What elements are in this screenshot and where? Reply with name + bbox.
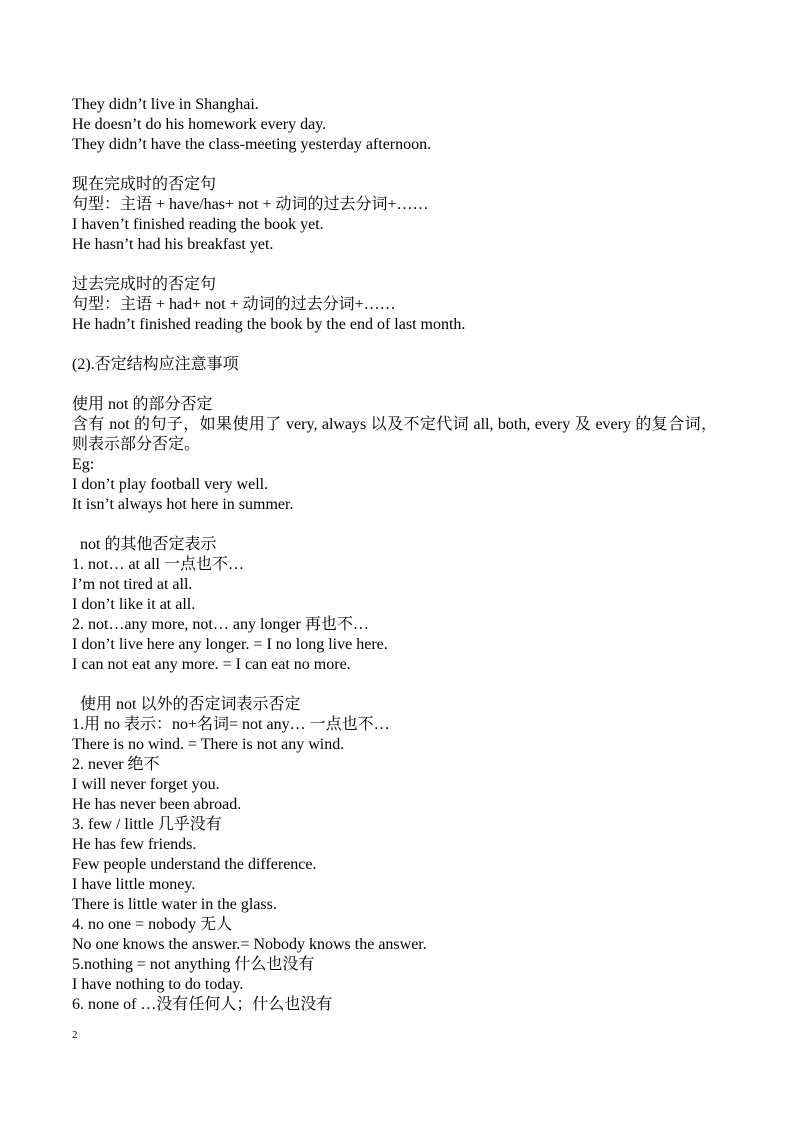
text-line: 2. not…any more, not… any longer 再也不… <box>72 616 369 633</box>
text-line: I don’t live here any longer. = I no long live here. <box>72 636 388 653</box>
text-line: 6. none of …没有任何人；什么也没有 <box>72 996 333 1013</box>
text-line: 2. never 绝不 <box>72 756 160 773</box>
document-body <box>72 95 722 1015</box>
blank-line <box>72 675 722 695</box>
text-line: He doesn’t do his homework every day. <box>72 116 327 133</box>
section-heading: 过去完成时的否定句 <box>72 276 217 293</box>
text-line: I’m not tired at all. <box>72 576 193 593</box>
sentence-pattern: 句型：主语 + had+ not + 动词的过去分词+…… <box>72 296 396 313</box>
text-line: They didn’t have the class-meeting yesterday afternoon. <box>72 136 432 153</box>
text-line: I have little money. <box>72 876 196 893</box>
section-heading: 使用 not 的部分否定 <box>72 396 213 413</box>
sentence-pattern: 句型：主语 + have/has+ not + 动词的过去分词+…… <box>72 196 429 213</box>
blank-line <box>72 375 722 395</box>
text-line: 3. few / little 几乎没有 <box>72 816 222 833</box>
blank-line <box>72 515 722 535</box>
text-line: He hadn’t finished reading the book by the end of last month. <box>72 316 466 333</box>
paragraph: 含有 not 的句子，如果使用了 very, always 以及不定代词 all, both, every 及 every 的复合词，则表示部分否定。 <box>72 416 717 453</box>
blank-line <box>72 155 722 175</box>
text-line: There is no wind. = There is not any wind. <box>72 736 345 753</box>
text-line: I have nothing to do today. <box>72 976 244 993</box>
text-line: He has few friends. <box>72 836 197 853</box>
text-line: I will never forget you. <box>72 776 220 793</box>
text-line: 1.用 no 表示：no+名词= not any… 一点也不… <box>72 716 390 733</box>
text-line: I haven’t finished reading the book yet. <box>72 216 324 233</box>
text-line: He hasn’t had his breakfast yet. <box>72 236 274 253</box>
section-heading: 现在完成时的否定句 <box>72 176 217 193</box>
text-line: I don’t like it at all. <box>72 596 196 613</box>
blank-line <box>72 255 722 275</box>
text-line: There is little water in the glass. <box>72 896 277 913</box>
text-line: He has never been abroad. <box>72 796 242 813</box>
section-heading: (2).否定结构应注意事项 <box>72 356 239 373</box>
section-heading: not 的其他否定表示 <box>80 536 217 553</box>
text-line: They didn’t live in Shanghai. <box>72 96 259 113</box>
page-number: 2 <box>72 1029 78 1041</box>
text-line: Few people understand the difference. <box>72 856 317 873</box>
text-line: 5.nothing = not anything 什么也没有 <box>72 956 315 973</box>
text-line: 1. not… at all 一点也不… <box>72 556 244 573</box>
section-heading: 使用 not 以外的否定词表示否定 <box>80 696 301 713</box>
text-line: Eg: <box>72 456 95 473</box>
text-line: It isn’t always hot here in summer. <box>72 496 294 513</box>
text-line: I can not eat any more. = I can eat no more. <box>72 656 351 673</box>
text-line: I don’t play football very well. <box>72 476 269 493</box>
text-line: No one knows the answer.= Nobody knows the answer. <box>72 936 427 953</box>
text-line: 4. no one = nobody 无人 <box>72 916 233 933</box>
blank-line <box>72 335 722 355</box>
